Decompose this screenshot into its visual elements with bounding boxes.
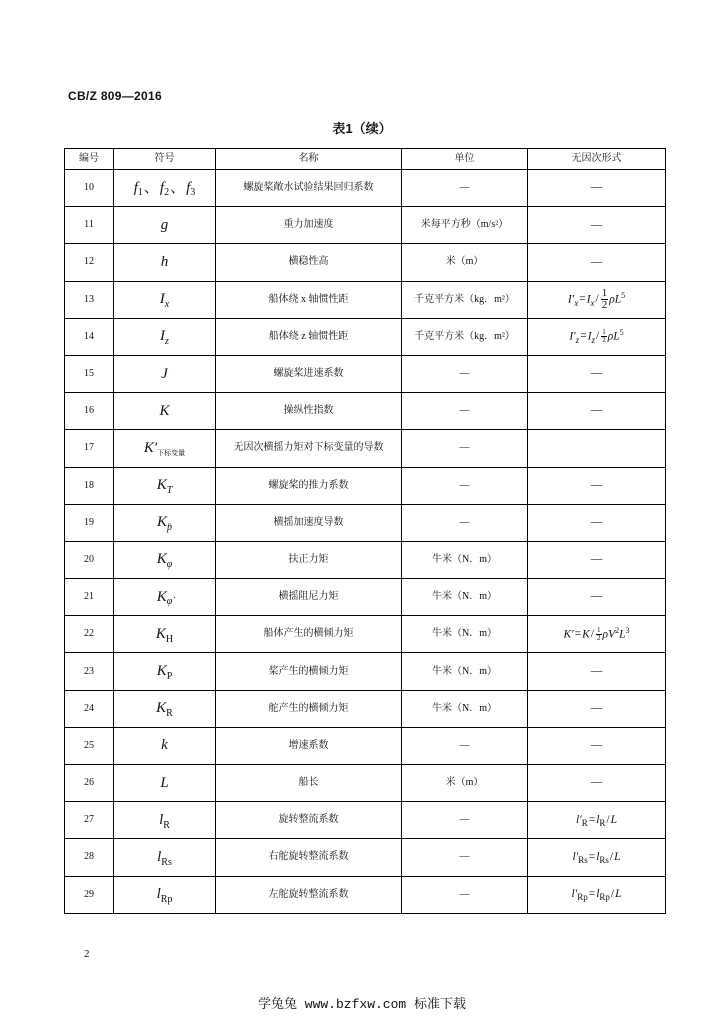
formula-part: — xyxy=(590,404,603,417)
formula-part-superscript: 5 xyxy=(619,328,624,338)
cell-dimensionless-form xyxy=(528,504,666,541)
symbol-part: K xyxy=(156,700,167,717)
formula-part: L xyxy=(619,627,626,640)
table-row xyxy=(65,653,666,690)
cell-dimensionless-form xyxy=(528,244,666,281)
cell-symbol xyxy=(114,876,216,913)
fraction-denominator: 2 xyxy=(597,633,601,642)
formula-part: — xyxy=(590,255,603,268)
table-row xyxy=(65,876,666,913)
fraction-numerator: 1 xyxy=(602,328,606,336)
cell-number: 19 xyxy=(65,504,114,541)
formula-part: I xyxy=(587,330,592,343)
formula-part: = xyxy=(580,330,587,343)
symbol-part: g xyxy=(160,216,169,233)
table-row xyxy=(65,318,666,355)
symbol-part: l xyxy=(157,848,162,865)
table-header-row xyxy=(65,149,666,170)
column-header-symbol: 符号 xyxy=(114,149,216,170)
cell-unit: — xyxy=(402,727,528,764)
site-footer-text: 学兔兔 www.bzfxw.com 标准下载 xyxy=(257,997,467,1012)
symbol-part-subscript: 下标变量 xyxy=(157,449,186,458)
formula-part: = xyxy=(574,627,582,640)
formula-part: ρL xyxy=(609,293,622,306)
symbol-part-subscript: Rs xyxy=(161,856,172,868)
formula-part: = xyxy=(588,813,596,826)
cell-name: 右舵旋转整流系数 xyxy=(216,839,402,876)
cell-number: 18 xyxy=(65,467,114,504)
cell-number: 12 xyxy=(65,244,114,281)
cell-number: 15 xyxy=(65,355,114,392)
formula-part-subscript: Rs xyxy=(599,855,609,866)
formula-part: — xyxy=(590,739,603,752)
table-body xyxy=(65,170,666,914)
cell-symbol xyxy=(114,467,216,504)
table-row xyxy=(65,393,666,430)
formula-part: l xyxy=(596,850,600,863)
symbol-part: K xyxy=(156,663,167,680)
formula-part: I′ xyxy=(567,293,575,306)
cell-dimensionless-form xyxy=(528,690,666,727)
cell-symbol xyxy=(114,839,216,876)
formula-part: / xyxy=(595,293,599,306)
cell-number: 25 xyxy=(65,727,114,764)
page-number: 2 xyxy=(84,948,90,960)
symbol-part-subscript: R xyxy=(166,708,173,720)
cell-number: 20 xyxy=(65,541,114,578)
cell-number: 23 xyxy=(65,653,114,690)
symbol-part: K′ xyxy=(143,439,158,456)
cell-name: 桨产生的横倾力矩 xyxy=(216,653,402,690)
cell-unit: — xyxy=(402,504,528,541)
symbol-part: K xyxy=(159,402,170,419)
symbol-part: f xyxy=(133,179,138,196)
symbol-part: l xyxy=(156,886,161,903)
cell-dimensionless-form xyxy=(528,170,666,207)
formula-part: l′ xyxy=(572,850,579,863)
formula-part: — xyxy=(590,590,603,603)
symbol-part: 、 xyxy=(170,179,186,196)
symbol-part: l xyxy=(159,811,164,828)
cell-symbol xyxy=(114,616,216,653)
cell-dimensionless-form xyxy=(528,541,666,578)
fraction xyxy=(596,627,602,643)
cell-number: 10 xyxy=(65,170,114,207)
symbol-part: J xyxy=(161,365,168,382)
cell-unit: 千克平方米（kg．m²） xyxy=(402,318,528,355)
symbol-part: K xyxy=(156,588,167,605)
formula-part-subscript: R xyxy=(581,817,588,828)
symbol-part-subscript: φ̇ xyxy=(166,596,173,608)
symbol-part-subscript: T xyxy=(166,484,173,496)
cell-unit: — xyxy=(402,876,528,913)
table-row xyxy=(65,355,666,392)
symbol-part: f xyxy=(186,179,191,196)
cell-symbol xyxy=(114,207,216,244)
cell-number: 26 xyxy=(65,765,114,802)
fraction-denominator: 2 xyxy=(601,299,608,312)
column-header-unit: 单位 xyxy=(402,149,528,170)
cell-name: 横摇阻尼力矩 xyxy=(216,579,402,616)
table-title: 表1（续） xyxy=(332,121,392,136)
formula-part-superscript: 3 xyxy=(625,625,630,635)
cell-dimensionless-form xyxy=(528,616,666,653)
formula-part: L xyxy=(610,813,618,826)
symbol-part-subscript: 1 xyxy=(137,187,143,199)
cell-unit: 牛米（N．m） xyxy=(402,616,528,653)
table-row xyxy=(65,467,666,504)
formula-part: / xyxy=(609,850,614,863)
table-row xyxy=(65,616,666,653)
formula-part-subscript: x xyxy=(590,297,595,308)
cell-symbol xyxy=(114,170,216,207)
fraction-denominator: 2 xyxy=(602,336,606,345)
cell-unit: — xyxy=(402,170,528,207)
cell-number: 27 xyxy=(65,802,114,839)
formula-part: ρL xyxy=(607,330,620,343)
symbol-part: K xyxy=(155,625,166,642)
symbol-part: I xyxy=(160,328,166,345)
table-row xyxy=(65,504,666,541)
formula-part: L xyxy=(614,850,621,863)
fraction xyxy=(601,329,607,345)
fraction-numerator: 1 xyxy=(601,286,608,299)
symbol-part-subscript: φ xyxy=(166,559,173,571)
cell-unit: 牛米（N．m） xyxy=(402,653,528,690)
cell-number: 11 xyxy=(65,207,114,244)
cell-dimensionless-form xyxy=(528,876,666,913)
column-header-number: 编号 xyxy=(65,149,114,170)
table-row xyxy=(65,802,666,839)
cell-symbol xyxy=(114,244,216,281)
cell-unit: — xyxy=(402,802,528,839)
cell-symbol xyxy=(114,318,216,355)
formula-part: l xyxy=(596,887,600,900)
symbol-part-subscript: p̈ xyxy=(167,522,172,534)
formula-part: l′ xyxy=(571,887,578,900)
cell-number: 29 xyxy=(65,876,114,913)
symbol-part: k xyxy=(161,737,168,754)
cell-dimensionless-form xyxy=(528,318,666,355)
formula-part-superscript: 2 xyxy=(615,625,620,635)
cell-symbol xyxy=(114,504,216,541)
standard-code: CB/Z 809—2016 xyxy=(68,89,162,103)
cell-name: 增速系数 xyxy=(216,727,402,764)
cell-symbol xyxy=(114,579,216,616)
cell-unit: 米（m） xyxy=(402,765,528,802)
cell-dimensionless-form xyxy=(528,207,666,244)
cell-symbol xyxy=(114,690,216,727)
cell-unit: 米（m） xyxy=(402,244,528,281)
formula-part: — xyxy=(590,776,603,789)
symbol-part: 、 xyxy=(143,179,159,196)
symbol-part: h xyxy=(160,253,169,270)
formula-part: — xyxy=(590,367,603,380)
cell-dimensionless-form xyxy=(528,765,666,802)
formula-part: — xyxy=(590,218,603,231)
formula-part: K xyxy=(582,627,590,640)
cell-dimensionless-form xyxy=(528,430,666,467)
cell-dimensionless-form xyxy=(528,839,666,876)
cell-name: 舵产生的横倾力矩 xyxy=(216,690,402,727)
formula-part: ρV xyxy=(602,627,616,640)
table-row xyxy=(65,727,666,764)
cell-symbol xyxy=(114,355,216,392)
formula-part-subscript: z xyxy=(575,334,580,345)
table-row xyxy=(65,690,666,727)
symbol-part-subscript: z xyxy=(165,336,169,348)
cell-symbol xyxy=(114,541,216,578)
table-row xyxy=(65,765,666,802)
formula-part-subscript: x xyxy=(574,297,579,308)
formula-part: = xyxy=(579,293,586,306)
cell-name: 船体绕 x 轴惯性距 xyxy=(216,281,402,318)
symbol-part: f xyxy=(159,179,165,196)
formula-part: — xyxy=(590,478,603,491)
cell-name: 无因次横摇力矩对下标变量的导数 xyxy=(216,430,402,467)
table-row xyxy=(65,430,666,467)
formula-part: / xyxy=(590,627,595,640)
cell-number: 17 xyxy=(65,430,114,467)
formula-part-subscript: z xyxy=(591,334,596,345)
fraction xyxy=(601,288,609,312)
symbol-part-subscript: x xyxy=(164,298,170,310)
cell-name: 螺旋桨进速系数 xyxy=(216,355,402,392)
symbol-table xyxy=(64,148,666,914)
table-row xyxy=(65,579,666,616)
cell-number: 14 xyxy=(65,318,114,355)
cell-symbol xyxy=(114,281,216,318)
cell-dimensionless-form xyxy=(528,355,666,392)
symbol-part: K xyxy=(156,477,167,494)
cell-symbol xyxy=(114,727,216,764)
table-row xyxy=(65,207,666,244)
fraction-numerator: 1 xyxy=(597,625,601,634)
cell-dimensionless-form xyxy=(528,281,666,318)
cell-unit: — xyxy=(402,393,528,430)
formula-part: = xyxy=(588,850,596,863)
cell-number: 24 xyxy=(65,690,114,727)
formula-part: L xyxy=(615,887,622,900)
column-header-name: 名称 xyxy=(216,149,402,170)
cell-unit: 千克平方米（kg．m²） xyxy=(402,281,528,318)
cell-name: 船体绕 z 轴惯性距 xyxy=(216,318,402,355)
symbol-part-subscript: H xyxy=(165,633,174,645)
symbol-part-subscript: P xyxy=(166,670,173,682)
cell-number: 28 xyxy=(65,839,114,876)
cell-symbol xyxy=(114,393,216,430)
formula-part-subscript: R xyxy=(599,817,606,828)
cell-symbol xyxy=(114,765,216,802)
cell-symbol xyxy=(114,653,216,690)
table-row xyxy=(65,281,666,318)
symbol-part: K xyxy=(156,551,167,568)
formula-part: — xyxy=(590,701,603,714)
cell-symbol xyxy=(114,802,216,839)
cell-name: 旋转整流系数 xyxy=(216,802,402,839)
formula-part: I′ xyxy=(569,330,576,343)
formula-part: / xyxy=(606,813,610,826)
cell-unit: 牛米（N．m） xyxy=(402,579,528,616)
cell-dimensionless-form xyxy=(528,579,666,616)
cell-name: 扶正力矩 xyxy=(216,541,402,578)
table-row xyxy=(65,541,666,578)
cell-dimensionless-form xyxy=(528,467,666,504)
cell-unit: 牛米（N．m） xyxy=(402,690,528,727)
cell-name: 操纵性指数 xyxy=(216,393,402,430)
cell-number: 13 xyxy=(65,281,114,318)
symbol-part-subscript: R xyxy=(163,819,170,831)
table-row xyxy=(65,839,666,876)
cell-unit: 牛米（N．m） xyxy=(402,541,528,578)
formula-part: K′ xyxy=(563,627,574,640)
symbol-part-subscript: 3 xyxy=(190,187,196,199)
cell-unit: — xyxy=(402,430,528,467)
cell-name: 横摇加速度导数 xyxy=(216,504,402,541)
formula-part-subscript: Rp xyxy=(599,892,610,903)
formula-part: / xyxy=(596,330,600,343)
cell-unit: — xyxy=(402,839,528,876)
cell-number: 16 xyxy=(65,393,114,430)
formula-part-superscript: 5 xyxy=(621,290,626,300)
formula-part: = xyxy=(588,887,596,900)
formula-part-subscript: Rs xyxy=(578,855,588,866)
formula-part: — xyxy=(590,181,603,194)
formula-part-subscript: Rp xyxy=(577,892,588,903)
formula-part: l′ xyxy=(575,813,582,826)
cell-name: 重力加速度 xyxy=(216,207,402,244)
cell-unit: 米每平方秒（m/s²） xyxy=(402,207,528,244)
cell-name: 螺旋桨敞水试验结果回归系数 xyxy=(216,170,402,207)
cell-dimensionless-form xyxy=(528,727,666,764)
cell-number: 21 xyxy=(65,579,114,616)
formula-part: — xyxy=(590,553,603,566)
symbol-part: I xyxy=(159,291,165,308)
cell-unit: — xyxy=(402,355,528,392)
cell-unit: — xyxy=(402,467,528,504)
cell-dimensionless-form xyxy=(528,653,666,690)
formula-part: I xyxy=(586,293,591,306)
cell-dimensionless-form xyxy=(528,393,666,430)
formula-part: / xyxy=(610,887,615,900)
cell-name: 船长 xyxy=(216,765,402,802)
cell-name: 船体产生的横倾力矩 xyxy=(216,616,402,653)
cell-name: 左舵旋转整流系数 xyxy=(216,876,402,913)
symbol-part-subscript: Rp xyxy=(160,893,173,905)
symbol-part: L xyxy=(160,774,169,791)
formula-part: — xyxy=(590,664,603,677)
table-row xyxy=(65,244,666,281)
cell-symbol xyxy=(114,430,216,467)
table-head xyxy=(65,149,666,170)
formula-part: — xyxy=(590,516,603,529)
cell-dimensionless-form xyxy=(528,802,666,839)
cell-number: 22 xyxy=(65,616,114,653)
symbol-part-subscript: 2 xyxy=(164,187,170,199)
formula-part: l xyxy=(596,813,600,826)
column-header-dimensionless-form: 无因次形式 xyxy=(528,149,666,170)
symbol-part: K xyxy=(156,514,167,531)
cell-name: 横稳性高 xyxy=(216,244,402,281)
table-row xyxy=(65,170,666,207)
cell-name: 螺旋桨的推力系数 xyxy=(216,467,402,504)
